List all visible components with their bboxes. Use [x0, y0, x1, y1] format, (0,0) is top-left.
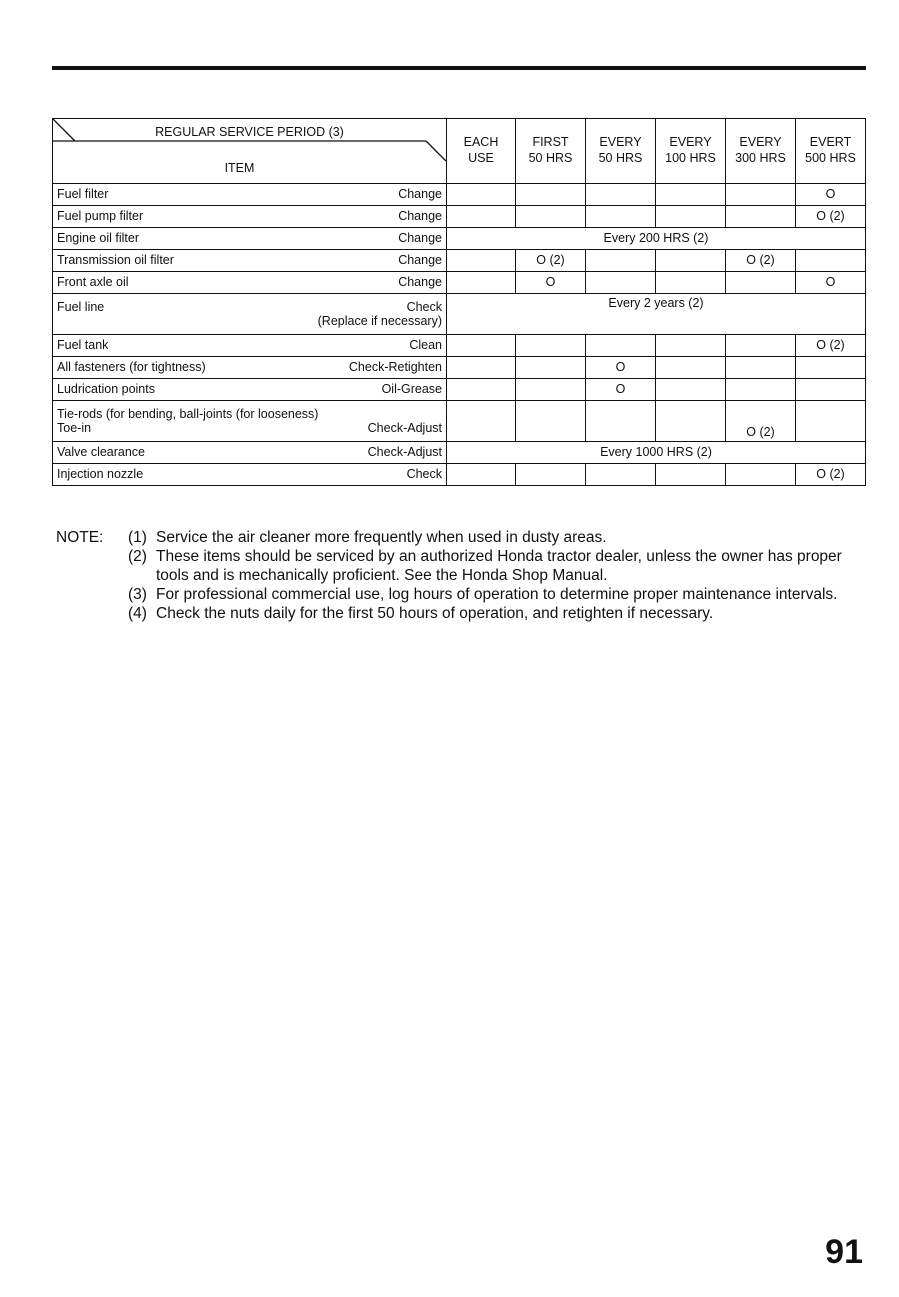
note-text: For professional commercial use, log hours of operation to determine proper maintenance intervals. [156, 586, 838, 603]
column-header-every-50: EVERY 50 HRS [586, 119, 656, 184]
table-row [53, 379, 866, 401]
mark-cell [586, 272, 656, 294]
table-row [53, 228, 866, 250]
mark-cell [656, 272, 726, 294]
mark-cell [447, 401, 516, 442]
table-row [53, 401, 866, 442]
item-action: Check [406, 467, 442, 482]
table-row [53, 294, 866, 335]
item-name: All fasteners (for tightness) [57, 360, 206, 375]
item-action: Clean [409, 338, 442, 353]
mark-cell [586, 401, 656, 442]
mark-cell [656, 401, 726, 442]
item-action: Change [398, 187, 442, 202]
mark-cell [656, 335, 726, 357]
column-header-every-100: EVERY 100 HRS [656, 119, 726, 184]
mark-cell [726, 357, 796, 379]
item-cell [53, 442, 447, 464]
note-number: (1) [128, 529, 147, 546]
item-action: Check-Retighten [348, 360, 442, 375]
column-header-every-300: EVERY 300 HRS [726, 119, 796, 184]
item-cell [53, 357, 447, 379]
item-cell [53, 250, 447, 272]
item-name: Fuel filter [57, 187, 109, 202]
mark-cell [656, 464, 726, 486]
mark-cell [447, 335, 516, 357]
mark-cell: O (2) [516, 250, 586, 272]
item-name: Fuel pump filter [57, 209, 144, 224]
notes-section [56, 528, 868, 623]
mark-cell [447, 357, 516, 379]
table-row [53, 250, 866, 272]
mark-cell [656, 184, 726, 206]
item-name: Fuel tank [57, 338, 109, 353]
item-action: Change [398, 231, 442, 246]
mark-cell [447, 184, 516, 206]
mark-cell [516, 206, 586, 228]
mark-cell: O [586, 379, 656, 401]
mark-cell: O (2) [726, 401, 796, 442]
mark-cell: O (2) [796, 206, 866, 228]
item-name: Engine oil filter [57, 231, 139, 246]
header-item-label: ITEM [224, 160, 255, 175]
note-item [56, 585, 868, 604]
mark-cell: O [796, 184, 866, 206]
mark-cell: O [586, 357, 656, 379]
mark-cell [656, 379, 726, 401]
item-cell [53, 294, 447, 335]
table-row [53, 272, 866, 294]
item-cell [53, 401, 447, 442]
item-action: Change [398, 253, 442, 268]
item-action: Check [406, 299, 442, 314]
mark-cell: O [796, 272, 866, 294]
mark-cell: O (2) [796, 335, 866, 357]
page-number: 91 [825, 1233, 863, 1271]
maintenance-schedule-table [52, 118, 866, 486]
mark-cell [516, 401, 586, 442]
header-corner-cell [53, 119, 447, 184]
item-name-secondary: Toe-in [57, 421, 92, 435]
mark-cell [796, 250, 866, 272]
note-number: (3) [128, 586, 147, 603]
item-action: Oil-Grease [381, 382, 442, 397]
interval-span-cell: Every 2 years (2) [447, 294, 866, 335]
item-name: Tie-rods (for bending, ball-joints (for looseness) [57, 406, 319, 421]
interval-span-cell: Every 200 HRS (2) [447, 228, 866, 250]
mark-cell [586, 335, 656, 357]
item-action: Change [398, 275, 442, 290]
item-cell [53, 464, 447, 486]
mark-cell [447, 379, 516, 401]
mark-cell [516, 335, 586, 357]
note-text: These items should be serviced by an authorized Honda tractor dealer, unless the owner has proper tools and is mechanically proficient. See the Honda Shop Manual. [156, 548, 842, 584]
item-action: Change [398, 209, 442, 224]
item-name: Transmission oil filter [57, 253, 174, 268]
item-name: Front axle oil [57, 275, 129, 290]
mark-cell [726, 184, 796, 206]
item-cell [53, 184, 447, 206]
mark-cell [447, 272, 516, 294]
mark-cell [796, 357, 866, 379]
table-row [53, 464, 866, 486]
item-name: Injection nozzle [57, 467, 144, 482]
mark-cell [516, 464, 586, 486]
column-header-every-500: EVERT 500 HRS [796, 119, 866, 184]
mark-cell: O (2) [796, 464, 866, 486]
mark-cell [726, 464, 796, 486]
mark-cell [796, 379, 866, 401]
mark-cell [726, 206, 796, 228]
column-header-first-50: FIRST 50 HRS [516, 119, 586, 184]
item-name: Fuel line [57, 299, 105, 314]
mark-cell [447, 464, 516, 486]
note-number: (2) [128, 548, 147, 565]
item-cell [53, 272, 447, 294]
notes-label: NOTE: [56, 529, 104, 546]
item-name: Valve clearance [57, 445, 146, 460]
column-header-each-use: EACH USE [447, 119, 516, 184]
mark-cell [516, 379, 586, 401]
mark-cell [726, 272, 796, 294]
item-action: Check-Adjust [367, 421, 442, 435]
mark-cell [516, 357, 586, 379]
item-action: Check-Adjust [367, 445, 442, 460]
header-service-period-label: REGULAR SERVICE PERIOD (3) [155, 125, 344, 139]
mark-cell: O (2) [726, 250, 796, 272]
note-item [56, 604, 868, 623]
mark-cell [516, 184, 586, 206]
note-item [56, 528, 868, 547]
mark-cell [586, 206, 656, 228]
item-cell [53, 228, 447, 250]
mark-cell [447, 206, 516, 228]
interval-span-cell: Every 1000 HRS (2) [447, 442, 866, 464]
note-item [56, 547, 868, 585]
mark-cell [796, 401, 866, 442]
note-text: Check the nuts daily for the first 50 hours of operation, and retighten if necessary. [156, 605, 714, 622]
table-row [53, 335, 866, 357]
table-row [53, 357, 866, 379]
item-action-note: (Replace if necessary) [317, 314, 442, 328]
mark-cell [726, 379, 796, 401]
note-text: Service the air cleaner more frequently when used in dusty areas. [156, 529, 607, 546]
mark-cell [656, 206, 726, 228]
mark-cell [726, 335, 796, 357]
mark-cell [586, 184, 656, 206]
table-header-row [53, 119, 866, 184]
item-cell [53, 206, 447, 228]
table-row [53, 184, 866, 206]
mark-cell [656, 250, 726, 272]
item-cell [53, 379, 447, 401]
item-cell [53, 335, 447, 357]
mark-cell [447, 250, 516, 272]
top-rule [52, 66, 866, 70]
table-row [53, 206, 866, 228]
mark-cell: O [516, 272, 586, 294]
mark-cell [656, 357, 726, 379]
note-number: (4) [128, 605, 147, 622]
mark-cell [586, 464, 656, 486]
mark-cell [586, 250, 656, 272]
item-name: Ludrication points [57, 382, 155, 397]
table-row [53, 442, 866, 464]
